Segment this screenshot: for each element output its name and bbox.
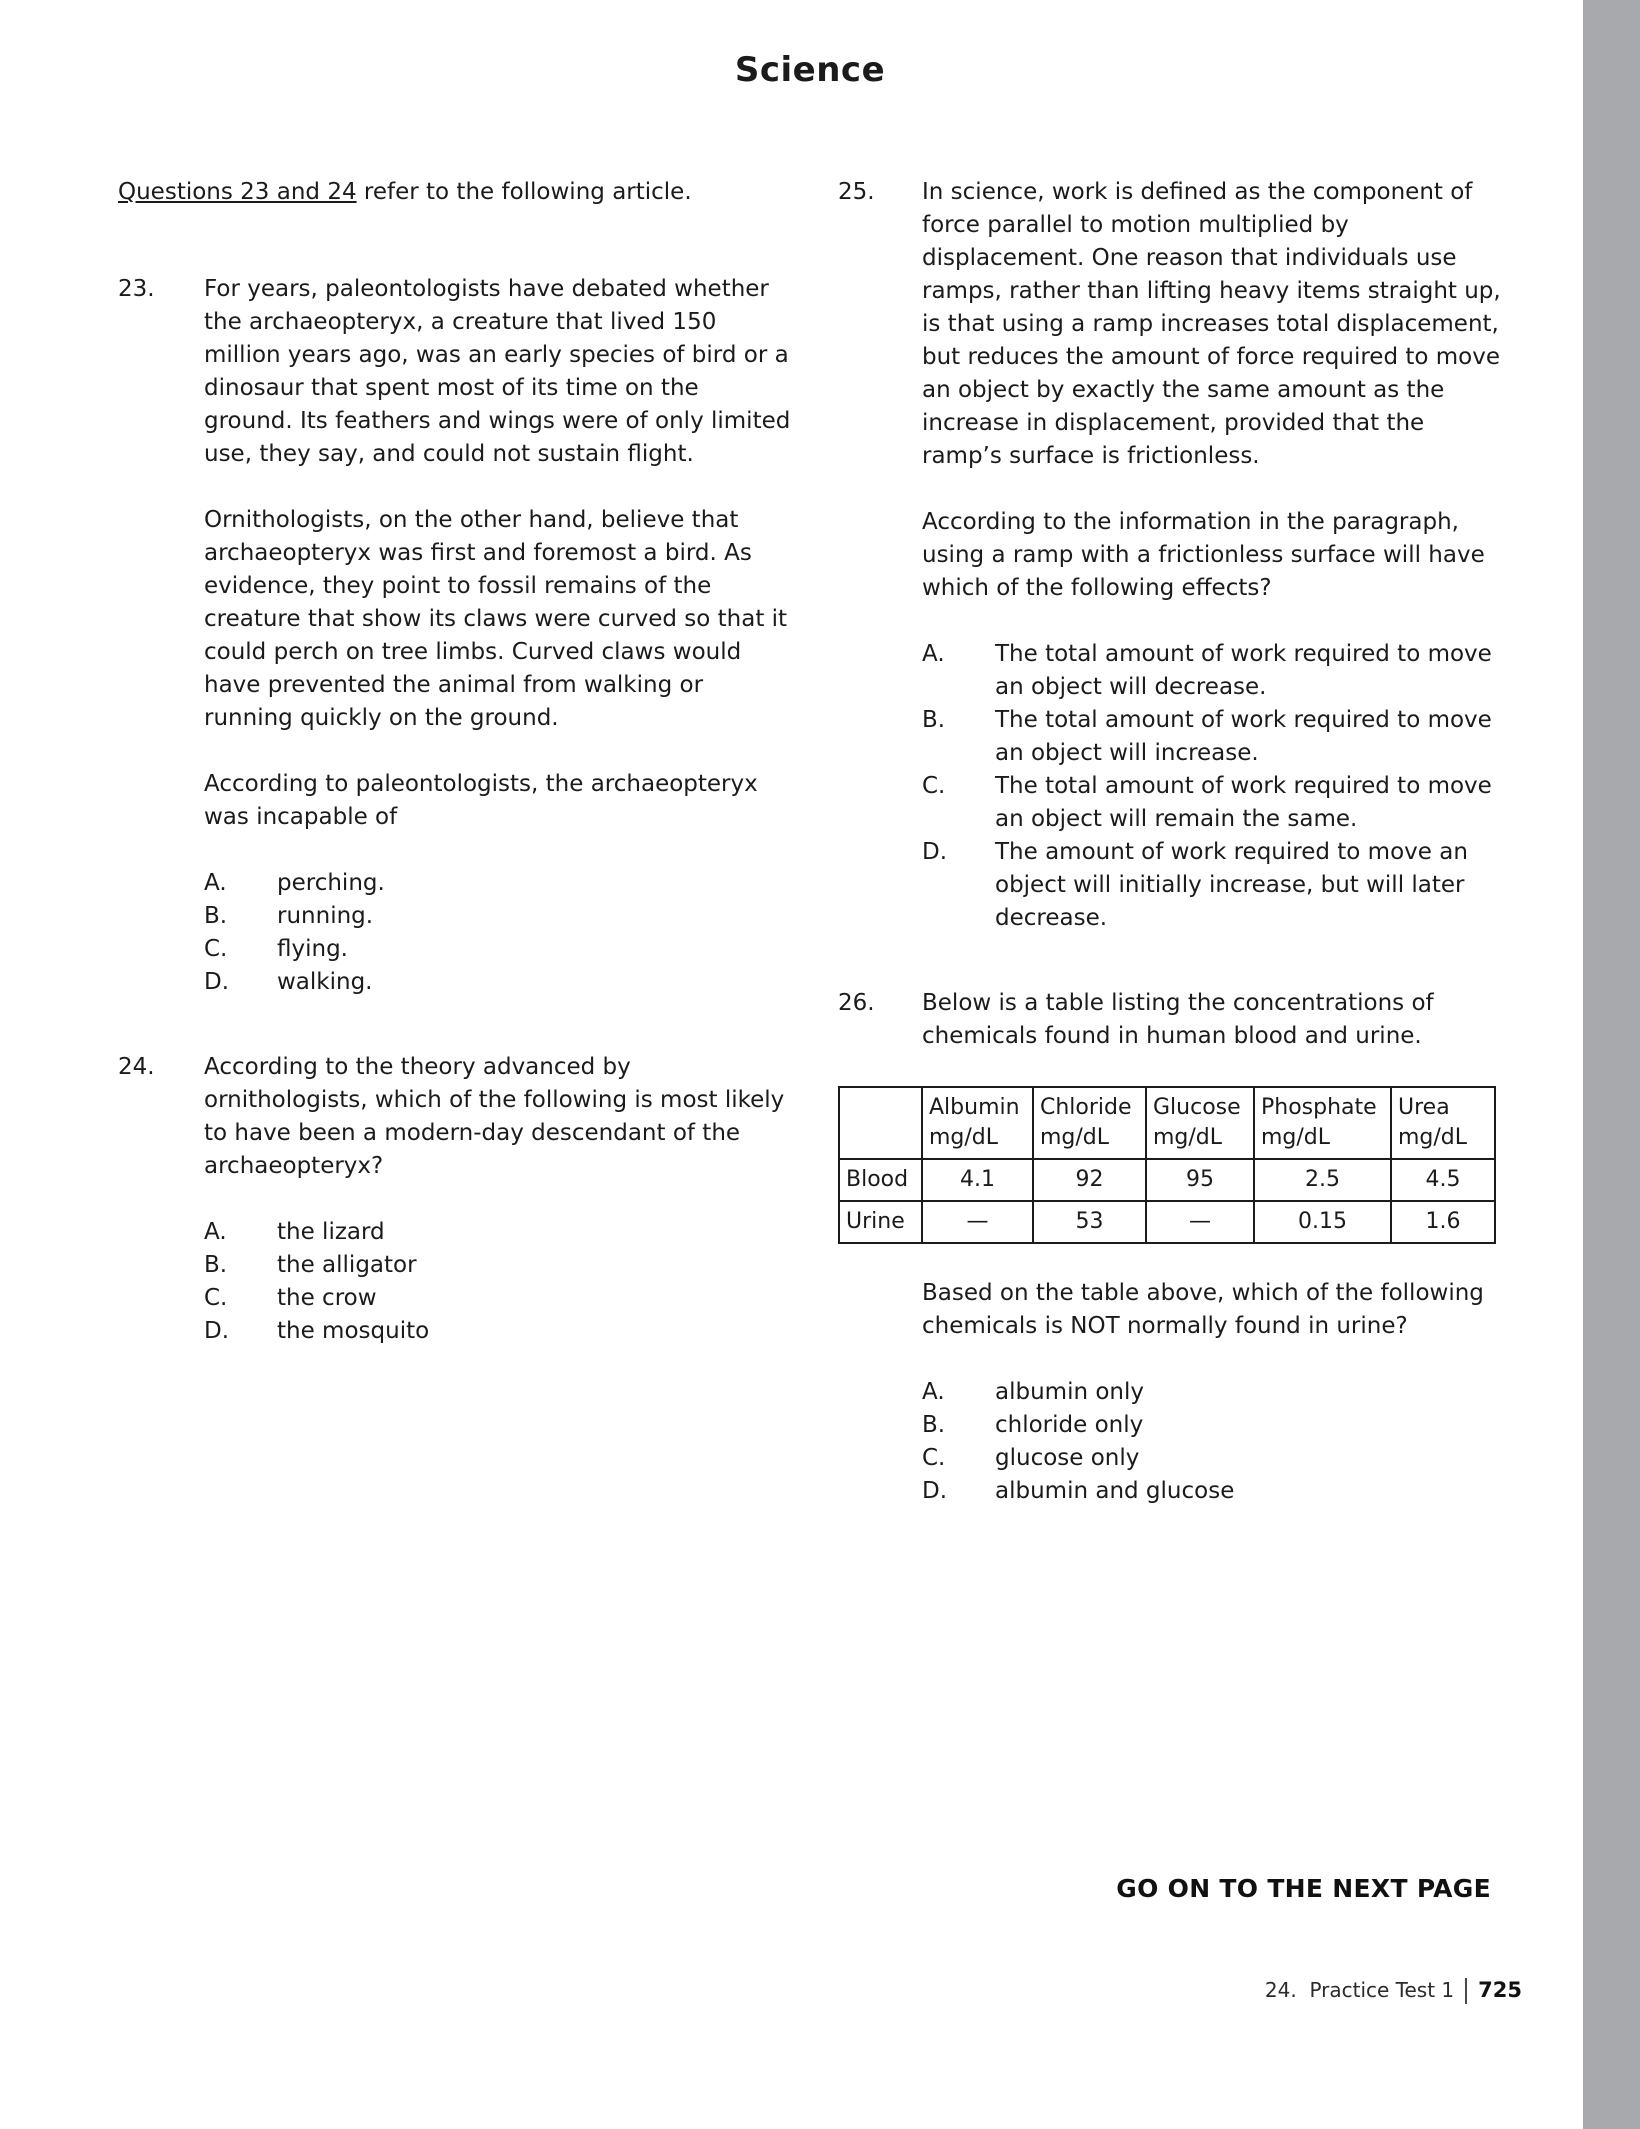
choice-letter: B. [922,1412,946,1438]
table-cell: 0.15 [1254,1201,1391,1243]
question-24-body [204,1051,794,1348]
page-number: 725 [1478,1978,1522,2002]
choice-text: the crow [277,1285,377,1311]
choice-letter: D. [922,839,948,865]
table-cell: 1.6 [1391,1201,1495,1243]
choice-letter: B. [204,903,228,929]
table-header-row [839,1087,1495,1159]
choice-text: The total amount of work required to move an object will remain the same. [995,773,1492,832]
answer-choice [922,1475,1502,1508]
question-paragraph: According to the information in the paragraph, using a ramp with a frictionless surface will have which of the following effects? [922,509,1485,601]
choice-letter: A. [922,641,945,667]
intro-rest-text: refer to the following article. [356,179,692,205]
choice-text: chloride only [995,1412,1144,1438]
table-cell: 92 [1033,1159,1146,1201]
choice-letter: D. [922,1478,948,1504]
table-header-cell: Urea mg/dL [1391,1087,1495,1159]
question-26 [838,987,1502,1508]
choice-text: albumin and glucose [995,1478,1235,1504]
answer-choice [204,1249,794,1282]
answer-choice [204,1216,794,1249]
question-paragraph: For years, paleontologists have debated whether the archaeopteryx, a creature that lived 150 million years ago, was an early species of bird or a dinosaur that spent most of its time on the ground. Its feathers and wings were of only limited use, they say, and could not sustain flight. [204,276,791,467]
question-24 [118,1051,794,1348]
answer-choice [204,966,794,999]
question-paragraph: In science, work is defined as the component of force parallel to motion multiplied by displacement. One reason that individuals use ramps, rather than lifting heavy items straight up, is that using a ramp increases total displacement, but reduces the amount of force required to move an object by exactly the same amount as the increase in displacement, provided that the ramp’s surface is frictionless. [922,179,1501,469]
question-26-number: 26. [838,990,875,1016]
choice-letter: A. [204,1219,227,1245]
table-header-cell: Glucose mg/dL [1146,1087,1254,1159]
question-24-choices [204,1216,794,1348]
choice-text: albumin only [995,1379,1144,1405]
question-paragraph: Below is a table listing the concentrations of chemicals found in human blood and urine. [922,990,1434,1049]
choice-text: glucose only [995,1445,1140,1471]
question-25-choices [922,638,1502,935]
table-cell: — [922,1201,1033,1243]
choice-text: The amount of work required to move an object will initially increase, but will later decrease. [995,839,1468,931]
right-column [838,176,1502,1560]
table-cell: 4.5 [1391,1159,1495,1201]
question-23 [118,273,794,999]
question-25-body [922,176,1502,935]
answer-choice [204,900,794,933]
page-edge-gray-bar [1583,0,1640,2129]
choice-letter: B. [204,1252,228,1278]
answer-choice [922,1409,1502,1442]
answer-choice [204,1282,794,1315]
go-on-notice: GO ON TO THE NEXT PAGE [1116,1874,1491,1903]
table-row [839,1159,1495,1201]
footer-label: 24. Practice Test 1 [1264,1978,1455,2002]
answer-choice [922,770,1502,836]
two-column-layout [118,176,1502,1560]
choice-letter: A. [204,870,227,896]
answer-choice [922,836,1502,935]
choice-text: The total amount of work required to move an object will decrease. [995,641,1492,700]
choice-text: perching. [277,870,385,896]
footer-divider [1465,1978,1467,2004]
table-row-label: Blood [839,1159,922,1201]
section-title: Science [734,50,886,90]
choice-letter: B. [922,707,946,733]
answer-choice [204,933,794,966]
choice-letter: C. [922,773,946,799]
answer-choice [922,1376,1502,1409]
table-header-cell [839,1087,922,1159]
table-header-cell: Chloride mg/dL [1033,1087,1146,1159]
choice-text: the lizard [277,1219,385,1245]
chemical-concentration-table [838,1086,1496,1244]
choice-text: the alligator [277,1252,417,1278]
answer-choice [204,1315,794,1348]
question-23-body [204,273,794,999]
choice-letter: A. [922,1379,945,1405]
answer-choice [922,638,1502,704]
table-cell: 4.1 [922,1159,1033,1201]
choice-letter: C. [204,1285,228,1311]
choice-text: the mosquito [277,1318,430,1344]
table-cell: 95 [1146,1159,1254,1201]
choice-letter: D. [204,969,230,995]
question-paragraph: Based on the table above, which of the following chemicals is NOT normally found in urine? [922,1280,1484,1339]
choice-text: The total amount of work required to move an object will increase. [995,707,1492,766]
left-column [118,176,794,1560]
question-26-choices [922,1376,1502,1508]
table-header-cell: Albumin mg/dL [922,1087,1033,1159]
answer-choice [204,867,794,900]
choice-text: walking. [277,969,373,995]
choice-letter: C. [204,936,228,962]
article-intro [118,176,794,209]
question-23-number: 23. [118,276,155,302]
intro-underlined-text: Questions 23 and 24 [118,179,357,205]
choice-letter: C. [922,1445,946,1471]
answer-choice [922,704,1502,770]
table-cell: 2.5 [1254,1159,1391,1201]
question-paragraph: According to the theory advanced by ornithologists, which of the following is most likely to have been a modern-day descendant of the archaeopteryx? [204,1054,785,1179]
question-23-choices [204,867,794,999]
choice-text: running. [277,903,374,929]
table-cell: 53 [1033,1201,1146,1243]
table-row [839,1201,1495,1243]
table-cell: — [1146,1201,1254,1243]
answer-choice [922,1442,1502,1475]
question-paragraph: According to paleontologists, the archaeopteryx was incapable of [204,771,758,830]
choice-letter: D. [204,1318,230,1344]
page-content [118,48,1502,1560]
question-25 [838,176,1502,935]
question-paragraph: Ornithologists, on the other hand, believe that archaeopteryx was first and foremost a bird. As evidence, they point to fossil remains of the creature that show its claws were curved so that it could perch on tree limbs. Curved claws would have prevented the animal from walking or running quickly on the ground. [204,507,788,731]
table-row-label: Urine [839,1201,922,1243]
question-24-number: 24. [118,1054,155,1080]
choice-text: flying. [277,936,348,962]
question-25-number: 25. [838,179,875,205]
table-header-cell: Phosphate mg/dL [1254,1087,1391,1159]
page-footer [1265,1974,1522,2007]
